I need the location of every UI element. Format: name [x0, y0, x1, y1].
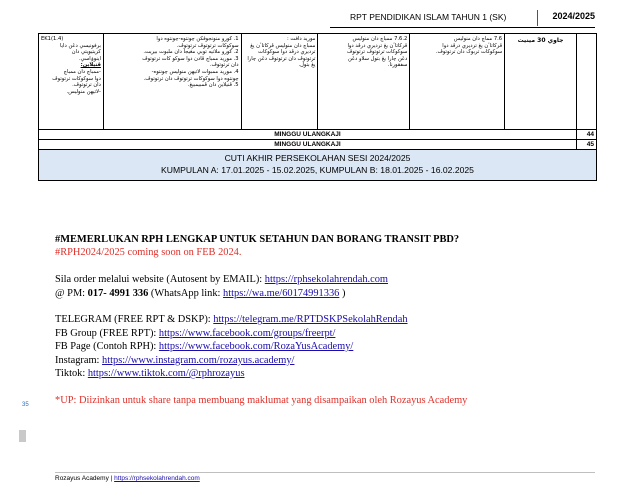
order-text: Sila order melalui website (Autosent by EMAIL):: [55, 274, 265, 286]
cell-standard-kandungan: [410, 34, 505, 130]
week-number: 45: [576, 140, 596, 150]
cell-text: يڠ بتول.: [298, 62, 316, 69]
cell-text: ڤرکاتاٴن يڠ ترديري درڤد دوا: [347, 42, 408, 49]
cell-text: 30 مينيت: [517, 37, 546, 44]
tiktok-text: Tiktok:: [55, 368, 88, 380]
fbgroup-text: FB Group (FREE RPT):: [55, 327, 159, 339]
fbpage-line: [55, 340, 595, 353]
tiktok-line: [55, 367, 595, 380]
cell-text: 3. موريد ممباچ ڤادن دوا سوکو کات ترتوتوڤ: [142, 55, 239, 62]
table-row: [39, 150, 597, 181]
cell-text: دان ترتوتوڤ.: [209, 62, 239, 69]
cell-text: موريد دافت :: [286, 36, 316, 42]
pm-suffix: ): [339, 287, 346, 299]
instagram-link[interactable]: https://www.instagram.com/rozayus.academy/: [102, 354, 295, 366]
promo-headline: #MEMERLUKAN RPH LENGKAP UNTUK SETAHUN DAN BORANG TRANSIT PBD?: [55, 234, 460, 245]
cell-text: ممباچ دان منوليس ڤرکاتاٴن يڠ: [250, 42, 316, 49]
cell-text: ترديري درڤد دوا سوکوکات: [258, 49, 316, 56]
page-number: 35: [22, 402, 29, 408]
fbpage-text: FB Page (Contoh RPH):: [55, 341, 159, 353]
cell-text: سوکوکات ترتوتوڤ ترتوتوڤ: [347, 49, 408, 56]
week-number: 44: [576, 130, 596, 140]
cell-text: 7.6 مماچ دان منوليس: [453, 36, 503, 42]
rpt-table: [38, 33, 597, 181]
whatsapp-link[interactable]: https://wa.me/60174991336: [223, 287, 340, 299]
header-title: RPT PENDIDIKAN ISLAM TAHUN 1 (SK): [350, 12, 507, 22]
cell-text: دڠن چارا يڠ بتول سلاو دڠن: [348, 55, 408, 62]
cell-text: -ممباچ دان ممباچ: [63, 68, 101, 75]
header-divider: [537, 10, 538, 26]
cuti-title: CUTI AKHIR PERSEKOLAHAN SESI 2024/2025: [224, 153, 411, 163]
cell-text: اينوۏاسي.: [78, 55, 101, 62]
cell-text: دان ترتوتوڤ.: [72, 82, 101, 89]
cuti-detail: KUMPULAN A: 17.01.2025 - 15.02.2025, KUMPULAN B: 18.01.2025 - 16.02.2025: [161, 165, 474, 175]
cell-text: جاوي: [547, 37, 564, 44]
cell-text: 2. ڬورو ملاتيه توبي مڠيجا دان ملبوت بيريت.: [143, 49, 239, 56]
promo-block: [55, 233, 595, 407]
cuti-cell: [39, 150, 597, 181]
pm-line: [55, 287, 595, 300]
cell-text: -لاتيهن منوليس.: [66, 88, 101, 95]
cell-text: 7.6.2 ممباچ دان منوليس: [352, 36, 408, 42]
cell-standard-pembelajaran: [318, 34, 410, 130]
cell-text: سوکوکات تربوک دان ترتوتوڤ.: [435, 49, 503, 56]
table-row: [39, 130, 597, 140]
cell-text: چونتوه دوا سوکوکات ترتوتوڤ دان ترتوتوڤ.: [143, 75, 239, 82]
cell-objektif: [241, 34, 318, 130]
pm-prefix: @ PM:: [55, 287, 88, 299]
page-header: [330, 10, 595, 26]
cell-text: سفقورنا.: [387, 62, 408, 69]
minggu-ulangkaji-45: MINGGU ULANGKAJI: [39, 140, 577, 150]
pm-mid: (WhatsApp link:: [148, 287, 224, 299]
pm-number: 017- 4991 336: [87, 287, 149, 299]
coming-soon-text: #RPH2024/2025 coming soon on FEB 2024.: [55, 247, 242, 259]
page-margin-mark: [19, 430, 26, 442]
fbpage-link[interactable]: https://www.facebook.com/RozaYusAcademy/: [158, 341, 354, 353]
order-line: [55, 273, 595, 286]
header-rule: [330, 27, 595, 28]
cell-text: ڤرکاتاٴن يڠ ترديري درڤد دوا: [442, 42, 503, 49]
footer-rule: [55, 472, 595, 473]
telegram-line: [55, 313, 595, 326]
header-year: 2024/2025: [552, 11, 595, 21]
footer-brand: Rozayus Academy |: [55, 475, 115, 482]
cell-text: ترتوتوڤ دان ترتوتوڤ دڠن چارا: [247, 55, 316, 62]
up-note: *UP: Diizinkan untuk share tanpa membuang maklumat yang disampaikan oleh Rozayus Academy: [55, 394, 468, 406]
ek-code: EK1(1.4): [41, 36, 64, 42]
minggu-ulangkaji-44: MINGGU ULANGKAJI: [39, 130, 577, 140]
cell-text: 4. موريد ممبوات لاتيهن منوليس چونتوه-: [151, 68, 239, 75]
table-row: [39, 140, 597, 150]
tiktok-link[interactable]: https://www.tiktok.com/@rphrozayus: [87, 368, 245, 380]
instagram-text: Instagram:: [55, 354, 103, 366]
cell-heading: ڤنيلاين:: [80, 62, 101, 69]
cell-week-blank: [576, 34, 596, 130]
fbgroup-line: [55, 327, 595, 340]
telegram-link[interactable]: https://telegram.me/RPTDSKPSekolahRendah: [213, 314, 408, 326]
cell-text: کريتيويتي دان: [71, 49, 101, 56]
page-footer: [55, 475, 200, 482]
cell-text: برفونيسي دڠن دايا: [60, 42, 101, 49]
fbgroup-link[interactable]: https://www.facebook.com/groups/freerpt/: [158, 327, 336, 339]
cell-bidang: [505, 34, 577, 130]
order-link[interactable]: https://rphsekolahrendah.com: [264, 274, 389, 286]
telegram-text: TELEGRAM (FREE RPT & DSKP):: [55, 314, 214, 326]
cell-text: سوکوکات ترتوتوڤ ترتوتوڤ.: [176, 42, 239, 49]
instagram-line: [55, 354, 595, 367]
cell-text: دوا سوکوکات ترتوتوڤ: [52, 75, 101, 82]
footer-link[interactable]: https://rphsekolahrendah.com: [114, 475, 200, 482]
cell-text: 1. ڬورو منونجوقکن چونتوه-چونتوه دوا: [156, 36, 239, 42]
cell-pentaksiran: [39, 34, 104, 130]
cell-text: 5. ڤنيلاين دان ڤمبيمبيڠ.: [187, 82, 239, 89]
table-row: [39, 34, 597, 130]
cell-aktiviti: [103, 34, 241, 130]
